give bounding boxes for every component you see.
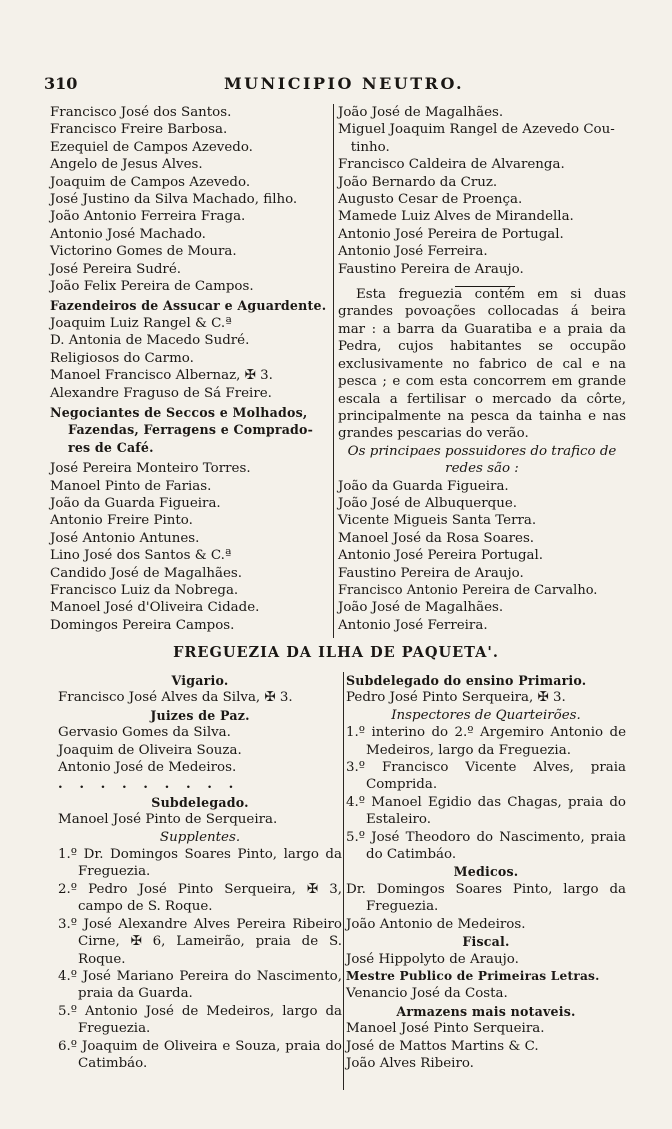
list-item: Mamede Luiz Alves de Mirandella.	[338, 209, 574, 225]
ensino-heading: Subdelegado do ensino Primario.	[346, 673, 587, 688]
list-item: Domingos Pereira Campos.	[50, 617, 235, 633]
list-item: Pedro José Pinto Serqueira, ✠ 3.	[346, 690, 566, 706]
list-item: Manoel José d'Oliveira Cidade.	[50, 600, 260, 616]
list-item: Manoel José Pinto Serqueira.	[346, 1021, 545, 1037]
list-item: João Alves Ribeiro.	[346, 1055, 474, 1071]
list-item: tinho.	[338, 139, 390, 155]
list-item: Francisco Caldeira de Alvarenga.	[338, 157, 565, 173]
page-number: 310	[44, 74, 78, 93]
negociantes-heading-cont: res de Café.	[68, 439, 154, 455]
list-item: João da Guarda Figueira.	[50, 495, 221, 511]
list-item: Francisco José dos Santos.	[50, 105, 232, 120]
list-item: 2.º Pedro José Pinto Serqueira, ✠ 3, campo de S. Roque.	[58, 881, 342, 915]
medicos-heading: Medicos.	[453, 864, 519, 880]
list-item: Antonio José Machado.	[50, 226, 206, 242]
list-item: José Antonio Antunes.	[50, 530, 200, 546]
list-item: 3.º Francisco Vicente Alves, praia Comprida.	[346, 760, 626, 793]
list-item: Faustino Pereira de Araujo.	[338, 261, 524, 277]
list-item: Antonio Freire Pinto.	[50, 513, 193, 529]
trafico-heading: Os principaes possuidores do trafico de redes são :	[347, 443, 617, 477]
list-item: Miguel Joaquim Rangel de Azevedo Cou-	[338, 122, 615, 138]
list-item: João da Guarda Figueira.	[338, 478, 509, 494]
list-item: Antonio José Ferreira.	[338, 617, 488, 633]
column-divider-top	[333, 104, 334, 638]
subdelegado-heading: Subdelegado.	[151, 794, 249, 810]
list-item: Antonio José de Medeiros.	[58, 760, 237, 776]
section-title: FREGUEZIA DA ILHA DE PAQUETA'.	[173, 644, 499, 661]
list-item: 6.º Joaquim de Oliveira e Souza, praia do Catimbáo.	[58, 1038, 342, 1071]
list-item: Angelo de Jesus Alves.	[50, 157, 203, 173]
list-item: Faustino Pereira de Araujo.	[338, 565, 524, 581]
list-item: Manoel Pinto de Farias.	[50, 478, 212, 494]
list-item: Alexandre Fraguso de Sá Freire.	[50, 385, 272, 401]
list-item: Augusto Cesar de Proença.	[338, 192, 523, 208]
list-item: 1.º interino do 2.º Argemiro Antonio de Medeiros, largo da Freguezia.	[346, 725, 626, 758]
fazendeiros-heading: Fazendeiros de Assucar e Aguardente.	[50, 298, 327, 314]
list-item: Religiosos do Carmo.	[50, 350, 194, 366]
list-item: José de Mattos Martins & C.	[346, 1038, 539, 1054]
dotted-leader: . . . . . . . . .	[58, 776, 240, 793]
inspectores-heading: Inspectores de Quarteirões.	[391, 707, 581, 723]
list-item: Antonio José Pereira de Portugal.	[338, 226, 564, 242]
list-item: Dr. Domingos Soares Pinto, largo da Freguezia.	[346, 881, 626, 915]
freguezia-description: Esta freguezia contém em si duas grandes povoações collocadas á beira mar : a barra da Guaratiba e a praia da Pedra, cujos habitantes se occupão exclusivamente no fabrico de cal e na pesca ; e com esta concorrem em grande escala a fertilisar o mercado da côrte, principalmente na pesca da tainha e nas grandes pescarias do verão.	[338, 287, 626, 442]
list-item: João José de Albuquerque.	[338, 495, 518, 511]
list-item: 3.º José Alexandre Alves Pereira Ribeiro Cirne, ✠ 6, Lameirão, praia de S. Roque.	[58, 916, 342, 967]
juizes-heading: Juizes de Paz.	[150, 707, 250, 723]
list-item: Francisco Luiz da Nobrega.	[50, 582, 239, 598]
list-item: Manoel José Pinto de Serqueira.	[58, 812, 278, 828]
column-divider-bottom	[343, 672, 344, 1090]
list-item: Manoel José da Rosa Soares.	[338, 530, 535, 546]
mestre-heading: Mestre Publico de Primeiras Letras.	[346, 968, 600, 983]
list-item: João José de Magalhães.	[338, 105, 504, 120]
list-item: João Felix Pereira de Campos.	[50, 279, 254, 295]
list-item: Ezequiel de Campos Azevedo.	[50, 139, 253, 155]
top-right-column	[338, 104, 626, 634]
list-item: Francisco José Alves da Silva, ✠ 3.	[58, 690, 293, 706]
negociantes-heading-cont: Fazendas, Ferragens e Comprado-	[68, 422, 314, 438]
list-item: Antonio José Ferreira.	[338, 244, 488, 260]
list-item: João Antonio Ferreira Fraga.	[50, 209, 246, 225]
divider-dash	[338, 278, 626, 284]
list-item: Vicente Migueis Santa Terra.	[338, 513, 537, 529]
list-item: 4.º José Mariano Pereira do Nascimento, praia da Guarda.	[58, 968, 342, 1002]
bottom-left-column	[58, 672, 342, 1072]
list-item: 1.º Dr. Domingos Soares Pinto, largo da Freguezia.	[58, 847, 342, 880]
list-item: Candido José de Magalhães.	[50, 565, 243, 581]
fiscal-heading: Fiscal.	[462, 934, 510, 950]
list-item: Lino José dos Santos & C.ª	[50, 548, 232, 564]
list-item: Venancio José da Costa.	[346, 986, 508, 1002]
bottom-right-column	[346, 672, 626, 1072]
list-item: João Antonio de Medeiros.	[346, 916, 526, 932]
list-item: Francisco Antonio Pereira de Carvalho.	[338, 582, 598, 598]
supplentes-heading: Supplentes.	[159, 829, 241, 845]
list-item: Manoel Francisco Albernaz, ✠ 3.	[50, 368, 273, 384]
list-item: João Bernardo da Cruz.	[338, 174, 498, 190]
negociantes-heading: Negociantes de Seccos e Molhados,	[50, 404, 308, 420]
list-item: 4.º Manoel Egidio das Chagas, praia do Estaleiro.	[346, 794, 626, 828]
list-item: 5.º José Theodoro do Nascimento, praia do Catimbáo.	[346, 829, 626, 863]
list-item: José Hippolyto de Araujo.	[346, 951, 519, 967]
list-item: 5.º Antonio José de Medeiros, largo da Freguezia.	[58, 1003, 342, 1037]
running-title: MUNICIPIO NEUTRO.	[223, 74, 465, 93]
top-left-column	[50, 104, 332, 634]
list-item: Joaquim de Oliveira Souza.	[58, 742, 242, 758]
list-item: Gervasio Gomes da Silva.	[58, 725, 231, 741]
list-item: João José de Magalhães.	[338, 600, 504, 616]
list-item: Francisco Freire Barbosa.	[50, 122, 228, 138]
list-item: Antonio José Pereira Portugal.	[338, 548, 544, 564]
list-item: José Pereira Monteiro Torres.	[50, 461, 251, 477]
vigario-heading: Vigario.	[171, 673, 229, 688]
list-item: Victorino Gomes de Moura.	[50, 244, 237, 260]
list-item: D. Antonia de Macedo Sudré.	[50, 333, 250, 349]
page-header	[44, 74, 644, 96]
list-item: José Pereira Sudré.	[50, 261, 182, 277]
list-item: Joaquim Luiz Rangel & C.ª	[50, 315, 232, 331]
armazens-heading: Armazens mais notaveis.	[396, 1003, 576, 1019]
list-item: José Justino da Silva Machado, filho.	[50, 192, 298, 208]
list-item: Joaquim de Campos Azevedo.	[50, 174, 251, 190]
